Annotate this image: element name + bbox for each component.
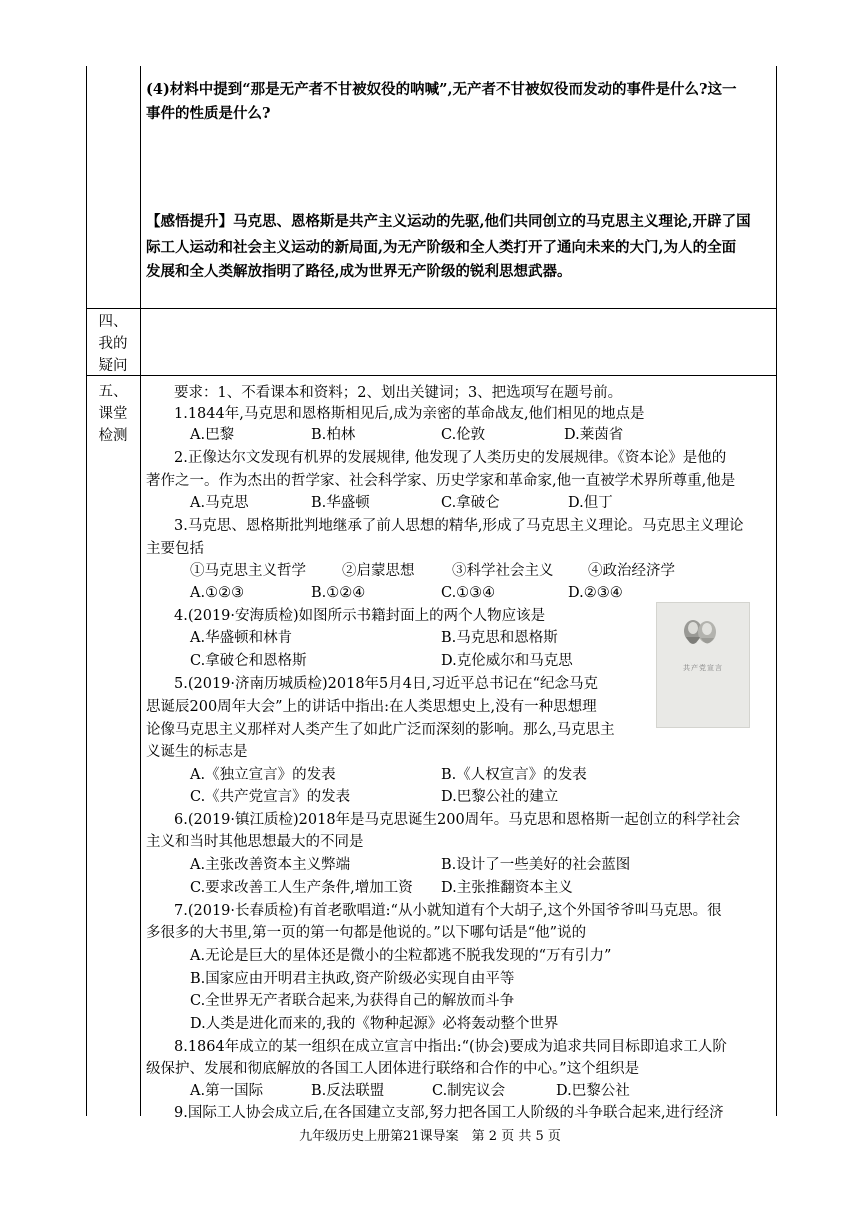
marx-engels-portrait-icon	[681, 615, 721, 653]
q7-stem-line2: 多很多的大书里,第一页的第一句都是他说的。”以下哪句话是“他”说的	[146, 925, 587, 941]
q5-option-c: C.《共产党宣言》的发表	[190, 789, 351, 805]
table-column-divider	[140, 66, 141, 1116]
q7-option-c: C.全世界无产者联合起来,为获得自己的解放而斗争	[190, 993, 515, 1009]
q5-stem-line3: 论像马克思主义那样对人类产生了如此广泛而深刻的影响。那么,马克思主	[146, 722, 615, 738]
q5-option-a: A.《独立宣言》的发表	[190, 767, 336, 783]
row-divider-2	[86, 375, 777, 376]
q1-stem: 1.1844年,马克思和恩格斯相见后,成为亲密的革命战友,他们相见的地点是	[174, 406, 645, 422]
q1-option-b: B.柏林	[311, 427, 356, 443]
q3-item-1: ①马克思主义哲学	[190, 563, 306, 579]
q7-stem-line1: 7.(2019·长春质检)有首老歌唱道:“从小就知道有个大胡子,这个外国爷爷叫马克思。很	[174, 903, 722, 919]
q8-stem-line2: 级保护、发展和彻底解放的各国工人团体进行联络和合作的中心。”这个组织是	[146, 1061, 640, 1077]
book-cover-title: 共产党宣言	[683, 664, 723, 672]
q2-stem-line1: 2.正像达尔文发现有机界的发展规律, 他发现了人类历史的发展规律。《资本论》是他的	[174, 450, 727, 466]
q2-option-b: B.华盛顿	[311, 495, 370, 511]
q7-option-a: A.无论是巨大的星体还是微小的尘粒都逃不脱我发现的“万有引力”	[190, 948, 612, 964]
q1-option-a: A.巴黎	[190, 427, 235, 443]
q2-stem-line2: 著作之一。作为杰出的哲学家、社会科学家、历史学家和革命家,他一直被学术界所尊重,他是	[146, 473, 736, 489]
q3-stem-line1: 3.马克思、恩格斯批判地继承了前人思想的精华,形成了马克思主义理论。马克思主义理论	[174, 518, 744, 534]
q3-stem-line2: 主要包括	[146, 541, 204, 557]
row-divider-1	[86, 308, 777, 309]
insight-line3: 发展和全人类解放指明了路径,成为世界无产阶级的锐利思想武器。	[146, 263, 572, 280]
q3-item-4: ④政治经济学	[588, 563, 675, 579]
insight-line2: 际工人运动和社会主义运动的新局面,为无产阶级和全人类打开了通向未来的大门,为人的全面	[146, 239, 737, 256]
q2-option-d: D.但丁	[568, 495, 613, 511]
q4-option-d: D.克伦威尔和马克思	[441, 653, 573, 669]
q6-option-b: B.设计了一些美好的社会蓝图	[441, 857, 631, 873]
q4-stem: 4.(2019·安海质检)如图所示书籍封面上的两个人物应该是	[174, 608, 546, 624]
q4-material-line1: (4)材料中提到“那是无产者不甘被奴役的呐喊”,无产者不甘被奴役而发动的事件是什么?这一	[146, 81, 737, 98]
q5-option-d: D.巴黎公社的建立	[441, 789, 559, 805]
q6-stem-line2: 主义和当时其他思想最大的不同是	[146, 834, 364, 850]
insight-line1: 【感悟提升】马克思、恩格斯是共产主义运动的先驱,他们共同创立的马克思主义理论,开辟了国	[146, 213, 751, 230]
q8-option-c: C.制宪议会	[432, 1083, 506, 1099]
q4-material-line2: 事件的性质是什么?	[146, 105, 271, 122]
communist-manifesto-book-cover	[656, 602, 750, 728]
q5-option-b: B.《人权宣言》的发表	[441, 767, 587, 783]
q4-option-a: A.华盛顿和林肯	[190, 630, 293, 646]
q8-option-b: B.反法联盟	[311, 1083, 385, 1099]
section5-label: 五、 课堂 检测	[98, 384, 128, 444]
section4-label: 四、 我的 疑问	[98, 314, 128, 374]
q5-stem-line2: 思诞辰200周年大会”上的讲话中指出:在人类思想史上,没有一种思想理	[146, 699, 597, 715]
q6-stem-line1: 6.(2019·镇江质检)2018年是马克思诞生200周年。马克思和恩格斯一起创立的科学社会	[174, 812, 741, 828]
q2-option-c: C.拿破仑	[441, 495, 500, 511]
q8-stem-line1: 8.1864年成立的某一组织在成立宣言中指出:“(协会)要成为追求共同目标即追求工人阶	[174, 1039, 727, 1055]
q5-stem-line1: 5.(2019·济南历城质检)2018年5月4日,习近平总书记在“纪念马克	[174, 676, 599, 692]
q1-option-d: D.莱茵省	[564, 427, 624, 443]
insight-label: 【感悟提升】	[146, 213, 233, 230]
q6-option-a: A.主张改善资本主义弊端	[190, 857, 351, 873]
q8-option-a: A.第一国际	[190, 1083, 264, 1099]
table-border-right	[776, 66, 777, 1116]
quiz-requirement: 要求：1、不看课本和资料；2、划出关键词；3、把选项写在题号前。	[174, 385, 623, 401]
q5-stem-line4: 义诞生的标志是	[146, 744, 248, 760]
q7-option-b: B.国家应由开明君主执政,资产阶级必实现自由平等	[190, 971, 515, 987]
q2-option-a: A.马克思	[190, 495, 249, 511]
q6-option-c: C.要求改善工人生产条件,增加工资	[190, 880, 413, 896]
q3-option-c: C.①③④	[441, 585, 496, 601]
q4-option-c: C.拿破仑和恩格斯	[190, 653, 307, 669]
q4-option-b: B.马克思和恩格斯	[441, 630, 558, 646]
q8-option-d: D.巴黎公社	[556, 1083, 630, 1099]
q3-option-d: D.②③④	[568, 585, 623, 601]
q3-option-b: B.①②④	[311, 585, 366, 601]
q6-option-d: D.主张推翻资本主义	[441, 880, 573, 896]
q3-option-a: A.①②③	[190, 585, 245, 601]
q7-option-d: D.人类是进化而来的,我的《物种起源》必将轰动整个世界	[190, 1016, 559, 1032]
q3-item-2: ②启蒙思想	[342, 563, 415, 579]
q9-stem-line1: 9.国际工人协会成立后,在各国建立支部,努力把各国工人阶级的斗争联合起来,进行经济	[174, 1105, 724, 1121]
page-footer: 九年级历史上册第21课导案 第 2 页 共 5 页	[299, 1129, 561, 1144]
q3-item-3: ③科学社会主义	[452, 563, 554, 579]
q1-option-c: C.伦敦	[441, 427, 486, 443]
table-border-left	[86, 66, 87, 1116]
